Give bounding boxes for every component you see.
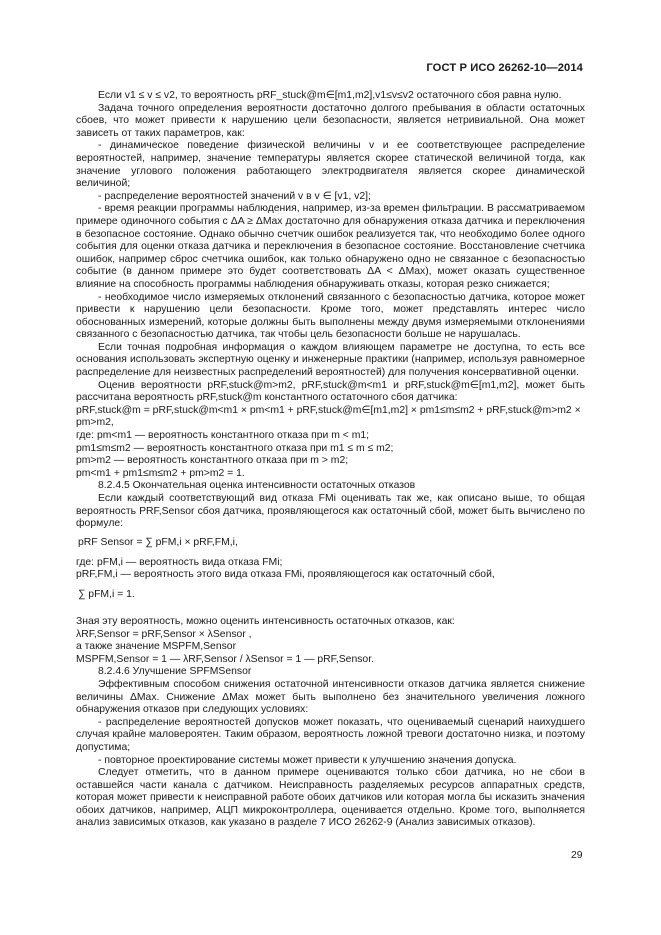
formula-line: pRF,stuck@m = pRF,stuck@m<m1 × pm<m1 + pRF,stuck@m∈[m1,m2] × pm1≤m≤m2 + pRF,stuck@m>m2 × pm>m2,: [76, 404, 581, 429]
definition-line: pm>m2 — вероятность константного отказа при m > m2;: [76, 455, 349, 467]
definition-line: где: pFM,i — вероятность вида отказа FMi;: [76, 556, 283, 568]
definition-line: где: pm<m1 — вероятность константного отказа при m < m1;: [76, 430, 370, 442]
definition-line: pRF,FM,i — вероятность этого вида отказа FMi, проявляющегося как остаточный сбой,: [76, 569, 495, 581]
paragraph: Если точная подробная информация о каждом влияющем параметре не доступна, то есть все основания использовать экспертную оценку и инженерные практики (например, используя равномерное распределение для неизвестных распределений вероятностей) для получения консервативной оценки.: [76, 341, 585, 379]
list-item: - необходимое число измеряемых отклонений связанного с безопасностью датчика, которое может привести к нарушению цели безопасности. Кроме того, может представлять интерес число обоснованных измерений, которые должны быть выполнены между двумя измеряемыми отклонениями связанного с безопасностью датчика, так чтобы цель безопасности больше не нарушалась.: [76, 291, 585, 341]
formula-line: MSPFM,Sensor = 1 — λRF,Sensor / λSensor = 1 — pRF,Sensor.: [76, 653, 374, 665]
definition-line: pm1≤m≤m2 — вероятность константного отказа при m1 ≤ m ≤ m2;: [76, 442, 394, 454]
paragraph: Оценив вероятности pRF,stuck@m>m2, pRF,stuck@m<m1 и pRF,stuck@m∈[m1,m2], может быть рассчитана вероятность pRF,stuck@m константного остаточного сбоя датчика:: [76, 379, 585, 404]
text-line: а также значение MSPFM,Sensor: [76, 641, 237, 653]
paragraph: Если каждый соответствующий вид отказа FMi оценивать так же, как описано выше, то общая вероятность PRF,Sensor сбоя датчика, проявляющегося как остаточный сбой, может быть вычислено по формуле:: [76, 493, 585, 530]
list-item: - повторное проектирование системы может привести к улучшению значения допуска.: [98, 754, 517, 766]
paragraph: Эффективным способом снижения остаточной интенсивности отказов датчика является снижение величины ΔMax. Снижение ΔMax может быть выполнено без значительного увеличения ложного обнаружения отказов при следующих условиях:: [76, 678, 585, 716]
text-line: Зная эту вероятность, можно оценить интенсивность остаточных отказов, как:: [76, 615, 455, 627]
formula-block: [78, 585, 585, 605]
formula-line: pm<m1 + pm1≤m≤m2 + pm>m2 = 1.: [76, 467, 245, 479]
document-body: [76, 90, 585, 830]
text-line: Если v1 ≤ v ≤ v2, то вероятность pRF_stuck@m∈[m1,m2],v1≤v≤v2 остаточного сбоя равна нулю.: [98, 90, 562, 101]
list-item: - время реакции программы наблюдения, например, из-за времен фильтрации. В рассматриваемом примере одиночного события с ΔA ≥ ΔMax достаточно для обнаружения отказа датчика и переключения в безопасное состояние. Однако обычно счетчик ошибок реализуется так, что необходимо более одного события для оценки отказа датчика и переключения в безопасное состояние. Восстановление счетчика ошибок, например сброс счетчика ошибок, как только обнаружено одно не связанное с безопасностью событие (в данном примере это будет соответствовать ΔA < ΔMax), может оказать существенное влияние на способность программы наблюдения обнаруживать отказы, которая резко снижается;: [76, 203, 585, 290]
section-heading: 8.2.4.6 Улучшение SPFMSensor: [98, 666, 252, 678]
document-header: ГОСТ Р ИСО 26262-10—2014: [426, 62, 583, 74]
paragraph: Задача точного определения вероятности достаточно долгого пребывания в области остаточных сбоев, что может привести к нарушению цели безопасности, является нетривиальной. Она может зависеть от таких параметров, как:: [76, 102, 585, 139]
formula-sum: ∑ pFM,i = 1.: [78, 588, 135, 600]
formula-sensor-probability: pRF Sensor = ∑ pFM,i × pRF,FM,i,: [78, 537, 238, 549]
formula-block: [78, 534, 585, 554]
page-number: 29: [571, 850, 583, 861]
list-item: - распределение вероятностей значений v в v ∈ [v1, v2];: [98, 190, 371, 202]
section-heading: 8.2.4.5 Окончательная оценка интенсивности остаточных отказов: [98, 480, 416, 492]
formula-line: λRF,Sensor = pRF,Sensor × λSensor ,: [76, 628, 252, 640]
list-item: - динамическое поведение физической величины v и ее соответствующее распределение вероятностей, например, значение температуры является скорее статической величиной тогда, как значение углового положения работающего электродвигателя является скорее динамической величиной;: [76, 140, 585, 190]
list-item: - распределение вероятностей допусков может показать, что оцениваемый сценарий наихудшего случая крайне маловероятен. Таким образом, вероятность ложной тревоги достаточно низка, и поэтому допустима;: [76, 716, 585, 753]
paragraph: Следует отметить, что в данном примере оцениваются только сбои датчика, но не сбои в оставшейся части канала с датчиком. Неисправность разделяемых ресурсов аппаратных средств, которая может привести к неисправной работе обоих датчиков или которая могла бы исказить значения обоих датчиков, например, АЦП микроконтроллера, оценивается отдельно. Кроме того, выполняется анализ зависимых отказов, как указано в разделе 7 ИСО 26262-9 (Анализ зависимых отказов).: [76, 767, 585, 829]
